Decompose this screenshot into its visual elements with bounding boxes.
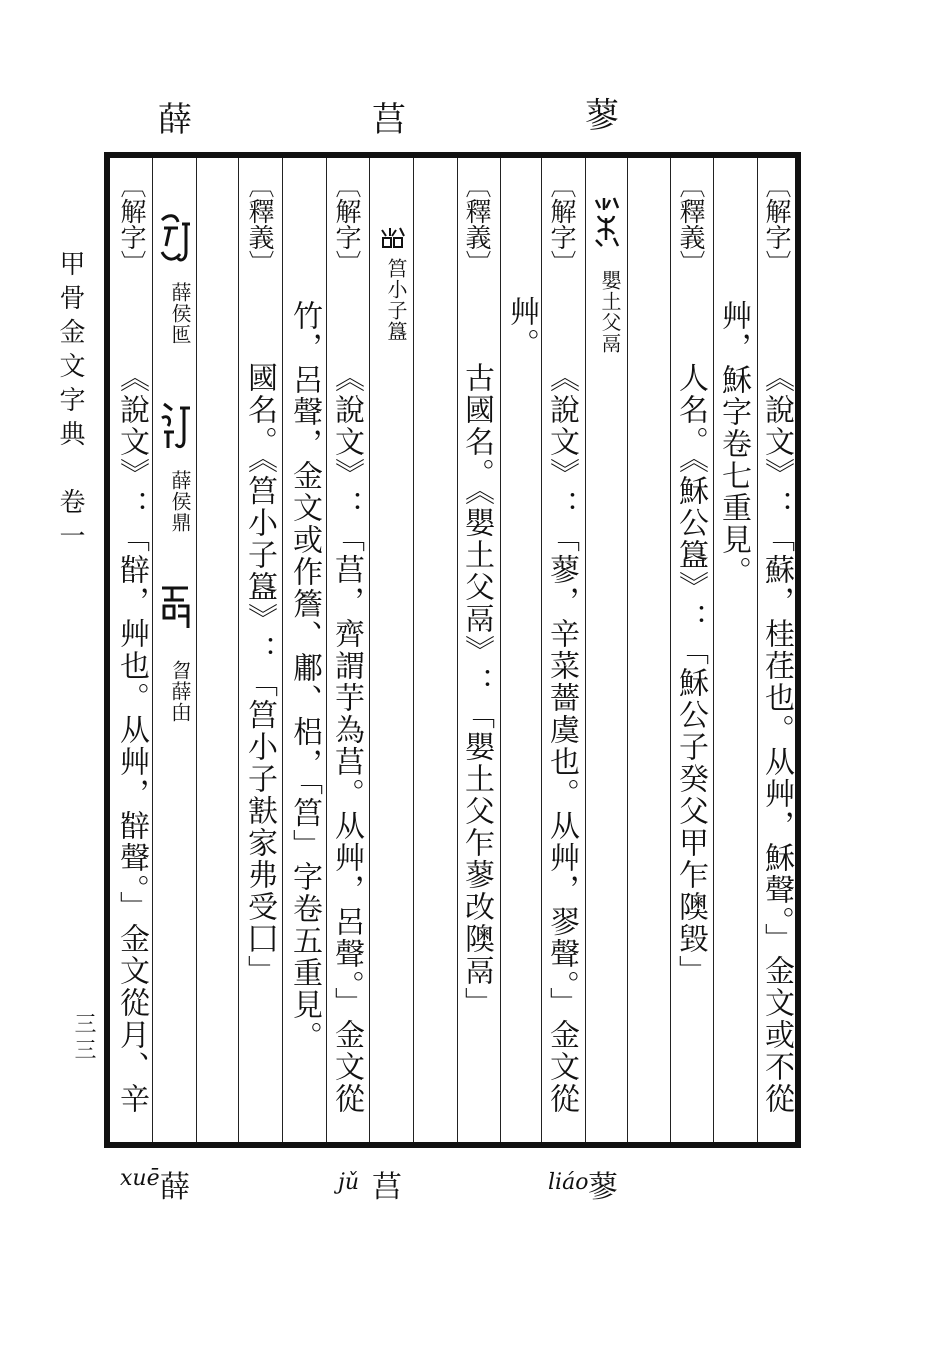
page-number: 三三: [71, 1012, 96, 1064]
footer-pinyin-ju: jǔ: [338, 1170, 359, 1195]
column-rule: [757, 158, 758, 1142]
column-rule: [238, 158, 239, 1142]
entry-text: 艸，穌字卷七重見。: [716, 300, 751, 588]
section-tag-jiezi: 〔解字〕: [116, 172, 146, 276]
entry-text: 《說文》：「蘇，桂荏也。从艸，穌聲。」金文或不從: [759, 362, 794, 1115]
footer-pinyin-xue: xuē: [120, 1166, 160, 1191]
entry-text: 人名。《穌公簋》：「穌公子癸父甲乍隩毀」: [673, 362, 708, 987]
column-rule: [282, 158, 283, 1142]
entry-text: 《說文》：「莒，齊謂芋為莒。从艸，呂聲。」金文從: [329, 362, 364, 1115]
footer-pinyin-liao: liáo: [548, 1170, 589, 1195]
column-rule: [585, 158, 586, 1142]
entry-text: 《說文》：「蓼，辛菜薔虞也。从艸，翏聲。」金文從: [544, 362, 579, 1115]
footer-char-liao: 蓼: [588, 1170, 618, 1205]
section-tag-jiezi: 〔解字〕: [331, 172, 361, 276]
column-rule: [500, 158, 501, 1142]
inscription-caption: 薛侯鼎: [168, 470, 192, 533]
column-rule: [369, 158, 370, 1142]
entry-text: 竹，呂聲，金文或作簷、鄘、梠，「筥」字卷五重見。: [287, 300, 322, 1053]
column-rule: [627, 158, 628, 1142]
footer-char-ju: 莒: [372, 1170, 402, 1205]
inscription-glyph-icon: [158, 580, 194, 636]
section-tag-shiyi: 〔釋義〕: [244, 172, 274, 276]
column-rule: [326, 158, 327, 1142]
seal-char-liao: 蓼: [585, 96, 619, 136]
inscription-caption: 薛侯匜: [168, 282, 192, 345]
column-rule: [670, 158, 671, 1142]
entry-text: 國名。《筥小子簋》：「筥小子㝬家弗受囗」: [242, 362, 277, 987]
inscription-glyph-icon: [158, 398, 194, 454]
footer-char-xue: 薛: [160, 1170, 190, 1205]
column-rule: [152, 158, 153, 1142]
section-tag-jiezi: 〔解字〕: [546, 172, 576, 276]
column-rule: [196, 158, 197, 1142]
entry-text: 《說文》：「辥，艸也。从艸，辥聲。」金文從月、辛: [114, 362, 149, 1115]
inscription-caption: 嬰土父鬲: [598, 270, 622, 354]
inscription-glyph-icon: [378, 226, 408, 250]
entry-text: 艸。: [504, 296, 539, 360]
inscription-caption: 曶薛甶: [168, 660, 192, 723]
section-tag-shiyi: 〔釋義〕: [675, 172, 705, 276]
column-rule: [541, 158, 542, 1142]
section-tag-jiezi: 〔解字〕: [761, 172, 791, 276]
seal-char-ju: 莒: [372, 100, 406, 140]
entry-text: 古國名。《嬰土父鬲》：「嬰土父乍蓼改隩鬲」: [459, 362, 494, 1019]
column-rule: [457, 158, 458, 1142]
book-title: 甲骨金文字典 卷一: [55, 250, 85, 556]
column-rule: [713, 158, 714, 1142]
section-tag-shiyi: 〔釋義〕: [461, 172, 491, 276]
inscription-glyph-icon: [158, 212, 194, 268]
seal-char-xue: 薛: [158, 100, 192, 140]
column-rule: [413, 158, 414, 1142]
inscription-caption: 筥小子簋: [384, 258, 408, 342]
inscription-glyph-icon: [592, 194, 622, 250]
